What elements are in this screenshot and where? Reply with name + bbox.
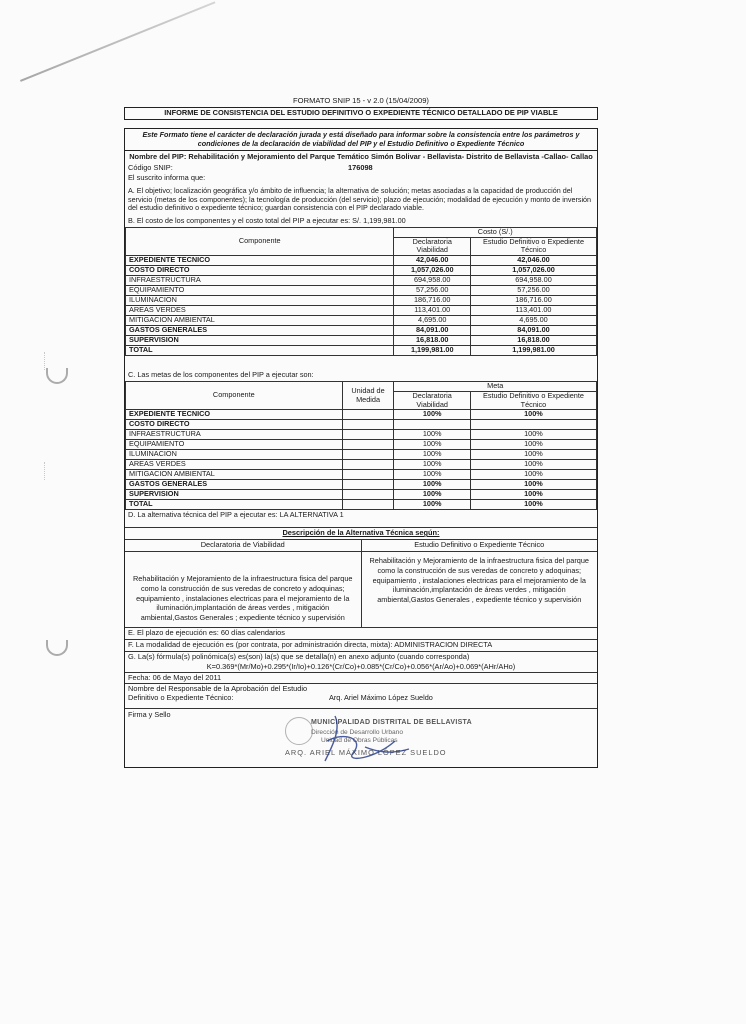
goals-est-cell: 100%	[470, 480, 596, 490]
cost-decl-cell: 4,695.00	[394, 316, 471, 326]
cost-est-cell: 84,091.00	[471, 326, 597, 336]
cost-row	[126, 286, 597, 296]
goals-row	[126, 420, 597, 430]
goals-header-component: Componente	[126, 381, 343, 410]
goals-row	[126, 480, 597, 490]
goals-est-cell: 100%	[470, 450, 596, 460]
goals-unit-cell	[342, 470, 394, 480]
scan-speck	[44, 352, 51, 370]
section-d: D. La alternativa técnica del PIP a ejecutar es: LA ALTERNATIVA 1	[128, 510, 344, 520]
goals-component-cell: MITIGACION AMBIENTAL	[126, 470, 343, 480]
goals-est-cell: 100%	[470, 490, 596, 500]
goals-component-cell: EQUIPAMIENTO	[126, 440, 343, 450]
goals-component-cell: ILUMINACION	[126, 450, 343, 460]
goals-component-cell: TOTAL	[126, 500, 343, 510]
cost-row	[126, 266, 597, 276]
goals-row	[126, 450, 597, 460]
cost-table	[125, 227, 597, 357]
cost-decl-cell: 84,091.00	[394, 326, 471, 336]
cost-component-cell: TOTAL	[126, 346, 394, 356]
stamp-line-2: Dirección de Desarrollo Urbano	[311, 729, 403, 737]
goals-unit-cell	[342, 480, 394, 490]
form-frame	[124, 128, 598, 768]
goals-unit-cell	[342, 500, 394, 510]
goals-decl-cell: 100%	[394, 440, 470, 450]
scan-speck	[44, 462, 51, 480]
goals-est-cell: 100%	[470, 470, 596, 480]
punch-hole	[46, 640, 68, 656]
cost-row	[126, 336, 597, 346]
goals-row	[126, 460, 597, 470]
cost-component-cell: ILUMINACION	[126, 296, 394, 306]
cost-component-cell: AREAS VERDES	[126, 306, 394, 316]
cost-component-cell: COSTO DIRECTO	[126, 266, 394, 276]
handwritten-signature	[305, 711, 415, 771]
alternative-block	[125, 527, 597, 627]
cost-row	[126, 256, 597, 266]
goals-header-est: Estudio Definitivo o Expediente Técnico	[470, 391, 596, 410]
cost-decl-cell: 694,958.00	[394, 276, 471, 286]
scan-artifact	[20, 1, 215, 82]
cost-est-cell: 113,401.00	[471, 306, 597, 316]
alternative-title: Descripción de la Alternativa Técnica según:	[125, 528, 597, 540]
cost-row	[126, 296, 597, 306]
goals-decl-cell: 100%	[394, 500, 470, 510]
cost-est-cell: 694,958.00	[471, 276, 597, 286]
cost-row	[126, 306, 597, 316]
goals-est-cell: 100%	[470, 410, 596, 420]
goals-est-cell: 100%	[470, 500, 596, 510]
goals-est-cell	[470, 420, 596, 430]
section-f: F. La modalidad de ejecución es (por contrata, por administración directa, mixta): ADMINISTRACION DIRECTA	[125, 639, 597, 651]
cost-est-cell: 186,716.00	[471, 296, 597, 306]
cost-decl-cell: 16,818.00	[394, 336, 471, 346]
cost-est-cell: 4,695.00	[471, 316, 597, 326]
goals-component-cell: SUPERVISION	[126, 490, 343, 500]
cost-row	[126, 346, 597, 356]
goals-row	[126, 470, 597, 480]
goals-table	[125, 381, 597, 511]
goals-unit-cell	[342, 440, 394, 450]
goals-row	[126, 430, 597, 440]
form-page	[124, 96, 598, 768]
cost-table-body	[126, 256, 597, 356]
goals-decl-cell: 100%	[394, 410, 470, 420]
goals-table-body	[126, 410, 597, 510]
cost-component-cell: SUPERVISION	[126, 336, 394, 346]
goals-est-cell: 100%	[470, 440, 596, 450]
date-line: Fecha: 06 de Mayo del 2011	[125, 672, 597, 684]
cost-component-cell: GASTOS GENERALES	[126, 326, 394, 336]
responsible-name: Arq. Ariel Máximo López Sueldo	[329, 693, 433, 703]
cost-est-cell: 57,256.00	[471, 286, 597, 296]
goals-est-cell: 100%	[470, 430, 596, 440]
cost-header-decl: Declaratoria Viabilidad	[394, 237, 471, 256]
cost-row	[126, 316, 597, 326]
cost-decl-cell: 42,046.00	[394, 256, 471, 266]
alternative-grid	[125, 540, 597, 627]
alternative-decl-header: Declaratoria de Viabilidad	[125, 540, 361, 552]
pip-name: Nombre del PIP: Rehabilitación y Mejoramiento del Parque Temático Simón Bolivar - Bellavista- Distrito de Bellavista -Callao- Callao	[129, 152, 593, 162]
stamp-line-1: MUNICIPALIDAD DISTRITAL DE BELLAVISTA	[311, 719, 472, 727]
cost-decl-cell: 113,401.00	[394, 306, 471, 316]
goals-header-meta: Meta	[394, 381, 597, 391]
signature-label: Firma y Sello	[128, 710, 171, 720]
goals-decl-cell: 100%	[394, 430, 470, 440]
section-g: G. La(s) fórmula(s) polinómica(s) es(son) la(s) que se detalla(n) en anexo adjunto (cuando corresponda)	[125, 651, 597, 663]
goals-unit-cell	[342, 450, 394, 460]
cost-header-cost: Costo (S/.)	[394, 227, 597, 237]
cost-row	[126, 326, 597, 336]
cost-est-cell: 1,057,026.00	[471, 266, 597, 276]
alternative-est-column	[362, 540, 598, 627]
intro-text: Este Formato tiene el carácter de declaración jurada y está diseñado para informar sobre la consistencia entre los parámetros y condiciones de la declaración de viabilidad del PIP y el Estudio Definitivo o Expediente Técnico	[125, 129, 597, 151]
cost-decl-cell: 186,716.00	[394, 296, 471, 306]
section-b-caption: B. El costo de los componentes y el costo total del PIP a ejecutar es: S/. 1,199,981.00	[128, 215, 406, 225]
goals-decl-cell: 100%	[394, 450, 470, 460]
polynomial-formula: K=0.369*(Mr/Mo)+0.295*(Ir/Io)+0.126*(Cr/Co)+0.085*(Cr/Co)+0.056*(Ar/Ao)+0.069*(AHr/AHo)	[206, 661, 516, 671]
format-version: FORMATO SNIP 15 - v 2.0 (15/04/2009)	[293, 96, 429, 105]
alternative-decl-column	[125, 540, 362, 627]
cost-header-component: Componente	[126, 227, 394, 256]
goals-unit-cell	[342, 460, 394, 470]
cost-decl-cell: 1,199,981.00	[394, 346, 471, 356]
goals-component-cell: INFRAESTRUCTURA	[126, 430, 343, 440]
goals-decl-cell: 100%	[394, 480, 470, 490]
responsible-row	[125, 683, 597, 708]
goals-component-cell: GASTOS GENERALES	[126, 480, 343, 490]
alternative-est-header: Estudio Definitivo o Expediente Técnico	[362, 540, 598, 552]
cost-est-cell: 42,046.00	[471, 256, 597, 266]
goals-component-cell: COSTO DIRECTO	[126, 420, 343, 430]
goals-unit-cell	[342, 490, 394, 500]
goals-est-cell: 100%	[470, 460, 596, 470]
alternative-decl-text: Rehabilitación y Mejoramiento de la infraestructura fisica del parque como la construcción de sus veredas de concreto y adoquinas; equipamiento , instalaciones electricas para el mejoramiento de la iluminación,implantación de áreas verdes , mitigación ambiental,Gastos Generales ; expediente técnico y supervisión	[133, 573, 353, 623]
cost-est-cell: 1,199,981.00	[471, 346, 597, 356]
goals-decl-cell: 100%	[394, 490, 470, 500]
goals-header-unit: Unidad de Medida	[342, 381, 394, 410]
alternative-est-text: Rehabilitación y Mejoramiento de la infraestructura fisica del parque como la construcción de sus veredas de concreto y adoquinas; equipamiento , instalaciones electricas para el mejoramiento de la iluminación,implantación de áreas verdes , mitigación ambiental,Gastos Generales , expediente técnico y supervisión	[369, 555, 589, 605]
goals-header-decl: Declaratoria Viabilidad	[394, 391, 470, 410]
cost-component-cell: INFRAESTRUCTURA	[126, 276, 394, 286]
goals-decl-cell: 100%	[394, 460, 470, 470]
goals-row	[126, 440, 597, 450]
signature-area	[125, 708, 597, 767]
punch-hole	[46, 368, 68, 384]
goals-unit-cell	[342, 430, 394, 440]
cost-row	[126, 276, 597, 286]
goals-component-cell: EXPEDIENTE TECNICO	[126, 410, 343, 420]
cost-header-est: Estudio Definitivo o Expediente Técnico	[471, 237, 597, 256]
snip-code-label: Código SNIP:	[128, 163, 173, 173]
snip-code-row	[125, 164, 597, 173]
cost-component-cell: MITIGACION AMBIENTAL	[126, 316, 394, 326]
goals-unit-cell	[342, 420, 394, 430]
goals-component-cell: AREAS VERDES	[126, 460, 343, 470]
goals-decl-cell	[394, 420, 470, 430]
cost-component-cell: EXPEDIENTE TECNICO	[126, 256, 394, 266]
cost-decl-cell: 1,057,026.00	[394, 266, 471, 276]
cost-decl-cell: 57,256.00	[394, 286, 471, 296]
stamp-name: ARQ. ARIEL MÁXIMO LÓPEZ SUELDO	[285, 748, 447, 758]
form-title: INFORME DE CONSISTENCIA DEL ESTUDIO DEFINITIVO O EXPEDIENTE TÉCNICO DETALLADO DE PIP VIABLE	[124, 107, 598, 120]
goals-decl-cell: 100%	[394, 470, 470, 480]
section-e: E. El plazo de ejecución es: 60 días calendarios	[125, 627, 597, 639]
responsible-label: Nombre del Responsable de la Aprobación del Estudio Definitivo o Expediente Técnico:	[128, 684, 308, 703]
snip-code-value: 176098	[348, 163, 373, 173]
goals-unit-cell	[342, 410, 394, 420]
informs-line: El suscrito informa que:	[128, 173, 206, 183]
cost-component-cell: EQUIPAMIENTO	[126, 286, 394, 296]
goals-row	[126, 490, 597, 500]
cost-est-cell: 16,818.00	[471, 336, 597, 346]
stamp-line-3: Unidad de Obras Públicas	[321, 737, 398, 745]
section-c-caption: C. Las metas de los componentes del PIP a ejecutar son:	[128, 370, 314, 380]
goals-row	[126, 500, 597, 510]
section-a: A. El objetivo; localización geográfica y/o ámbito de influencia; la alternativa de solución; metas asociadas a la capacidad de producción del servicio (metas de los componentes); la tecnología de producción (del servicio); plazo de ejecución; modalidad de ejecución y monto de inversión del estudio definitivo o expediente técnico; guardan consistencia con el PIP declarado viable.	[128, 185, 592, 213]
goals-row	[126, 410, 597, 420]
